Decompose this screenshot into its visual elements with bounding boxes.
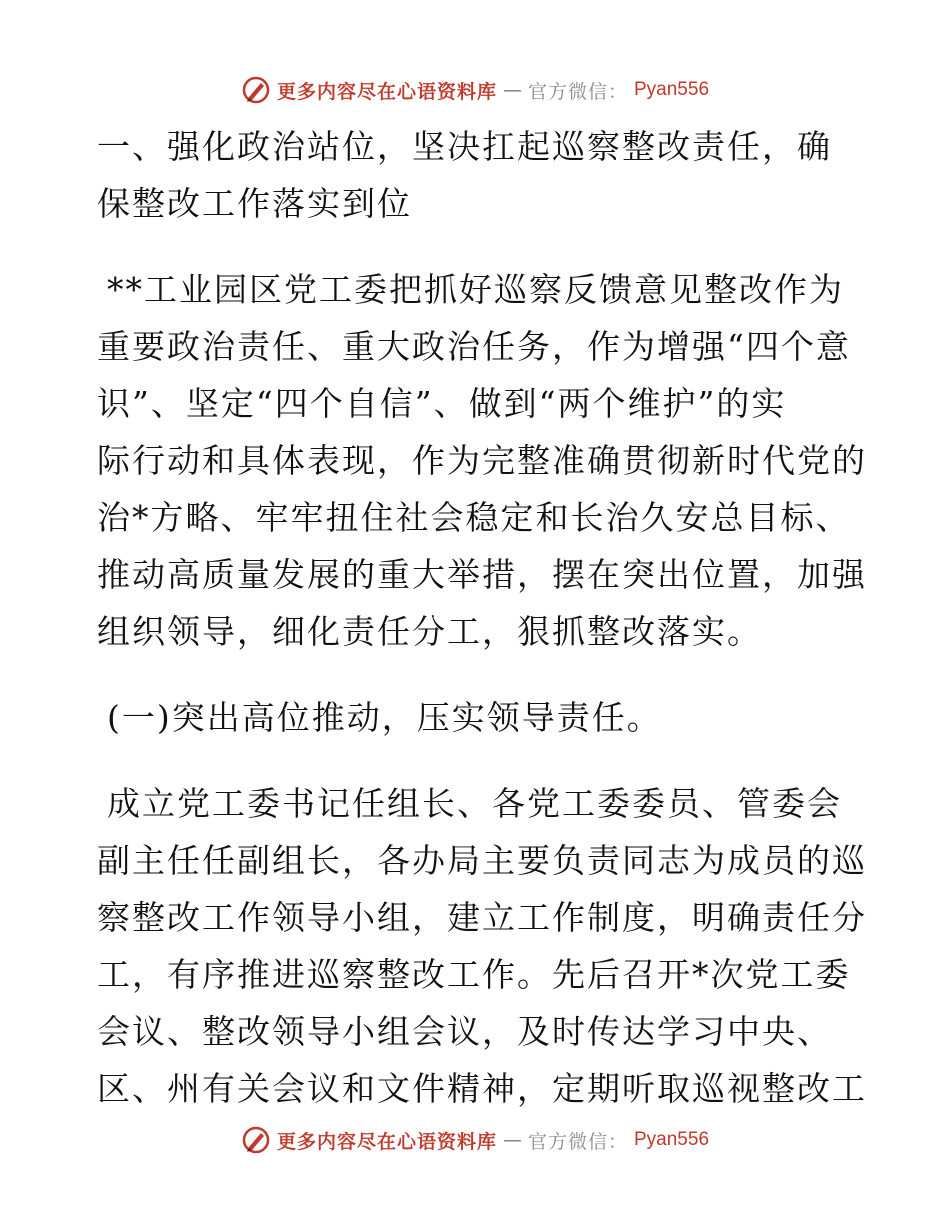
text-line: 组织领导，细化责任分工，狠抓整改落实。 — [97, 612, 762, 651]
watermark-wechat-id: Pyan556 — [634, 79, 710, 100]
paragraph — [97, 775, 867, 1117]
section-heading — [97, 118, 857, 232]
watermark-wechat-label: 官方微信： — [527, 1130, 628, 1153]
text-line: 一、强化政治站位，坚决扛起巡察整改责任，确 — [97, 127, 832, 166]
watermark-wechat-id: Pyan556 — [634, 1129, 710, 1150]
watermark-wechat-label: 官方微信： — [527, 80, 628, 103]
text-line: **工业园区党工委把抓好巡察反馈意见整改作为 — [107, 270, 844, 309]
text-line: 治*方略、牢牢扭住社会稳定和长治久安总目标、 — [97, 498, 851, 537]
footer-watermark — [0, 1120, 950, 1160]
text-line: 保整改工作落实到位 — [97, 184, 412, 223]
text-line: 察整改工作领导小组，建立工作制度，明确责任分 — [97, 898, 867, 937]
watermark-main-text: 更多内容尽在心语资料库 — [276, 80, 497, 103]
text-line: 推动高质量发展的重大举措，摆在突出位置，加强 — [97, 555, 867, 594]
paragraph — [97, 261, 867, 660]
pen-logo-icon — [241, 1125, 271, 1155]
header-watermark — [0, 70, 950, 110]
text-line: 际行动和具体表现，作为完整准确贯彻新时代党的 — [97, 441, 867, 480]
text-line: 重要政治责任、重大政治任务，作为增强“四个意 — [97, 327, 851, 366]
text-line: 副主任任副组长，各办局主要负责同志为成员的巡 — [97, 841, 867, 880]
watermark-dash: — — [502, 79, 522, 101]
text-line: (一)突出高位推动，压实领导责任。 — [107, 698, 662, 737]
text-line: 工，有序推进巡察整改工作。先后召开*次党工委 — [97, 955, 851, 994]
subsection-heading — [97, 689, 857, 746]
document-body — [97, 118, 867, 1117]
watermark-main-text: 更多内容尽在心语资料库 — [276, 1130, 497, 1153]
watermark-dash: — — [502, 1129, 522, 1151]
text-line: 区、州有关会议和文件精神，定期听取巡视整改工 — [97, 1069, 867, 1108]
pen-logo-icon — [241, 75, 271, 105]
text-line: 会议、整改领导小组会议，及时传达学习中央、 — [97, 1012, 832, 1051]
text-line: 成立党工委书记任组长、各党工委委员、管委会 — [107, 784, 842, 823]
text-line: 识”、坚定“四个自信”、做到“两个维护”的实 — [97, 384, 787, 423]
